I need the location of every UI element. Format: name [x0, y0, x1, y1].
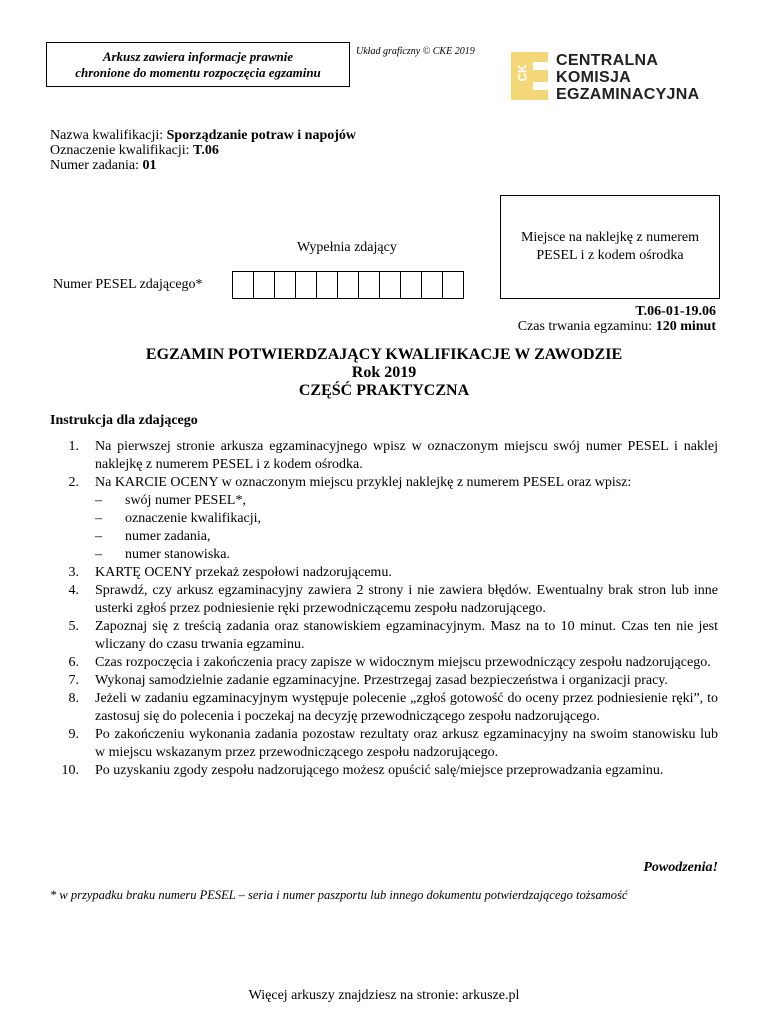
cke-logo-line-3: EGZAMINACYJNA [556, 86, 700, 103]
exam-duration-label: Czas trwania egzaminu: [517, 319, 653, 334]
sticker-placeholder-box [500, 195, 720, 299]
cke-logo-mark-text: CK [515, 64, 530, 82]
pesel-digit-cell[interactable] [316, 271, 338, 299]
pesel-digit-cell[interactable] [442, 271, 464, 299]
list-item: 9. Po zakończeniu wykonania zadania pozostaw rezultaty oraz arkusz egzaminacyjny na swoim stanowisku lub w miejscu wskazanym przez przewodniczącego zespołu nadzorującego. [68, 727, 718, 760]
pesel-input-grid[interactable] [232, 271, 463, 299]
list-item: 3. KARTĘ OCENY przekaż zespołowi nadzorującemu. [68, 565, 392, 580]
sub-list-item: – oznaczenie kwalifikacji, [95, 511, 262, 526]
sticker-placeholder-line-2: PESEL i z kodem ośrodka [536, 248, 684, 263]
list-item: 8. Jeżeli w zadaniu egzaminacyjnym występuje polecenie „zgłoś gotowość do oceny przez podniesienie ręki”, to zastosuj się do polecenia i poczekaj na decyzję przewodniczącego zespołu nadzorującego. [68, 691, 718, 724]
sub-list-item: – swój numer PESEL*, [95, 493, 246, 508]
qualification-info [50, 128, 356, 173]
list-item: 6. Czas rozpoczęcia i zakończenia pracy zapisze w widocznym miejscu przewodniczący zespołu nadzorującego. [68, 655, 711, 670]
pesel-digit-cell[interactable] [232, 271, 254, 299]
cke-logo-text [556, 52, 699, 103]
exam-duration-value: 120 minut [655, 319, 716, 334]
legal-notice-line-1: Arkusz zawiera informacje prawnie [102, 48, 294, 64]
pesel-digit-cell[interactable] [295, 271, 317, 299]
cke-logo-line-2: KOMISJA [556, 69, 631, 86]
exam-code: T.06-01-19.06 [635, 304, 716, 319]
legal-notice-line-2: chronione do momentu rozpoczęcia egzaminu [75, 64, 321, 80]
list-item: 7. Wykonaj samodzielnie zadanie egzaminacyjne. Przestrzegaj zasad bezpieczeństwa i organizacji pracy. [68, 673, 668, 688]
cke-logo-line-1: CENTRALNA [556, 52, 659, 69]
exam-heading-year: Rok 2019 [351, 364, 417, 381]
pesel-digit-cell[interactable] [253, 271, 275, 299]
cke-logo [511, 52, 721, 102]
exam-duration [518, 319, 716, 335]
list-item: 4. Sprawdź, czy arkusz egzaminacyjny zawiera 2 strony i nie zawiera błędów. Ewentualny brak stron lub inne usterki zgłoś przez podniesienie ręki przewodniczącemu zespołu nadzorującego. [68, 583, 718, 616]
pesel-digit-cell[interactable] [379, 271, 401, 299]
pesel-digit-cell[interactable] [358, 271, 380, 299]
cke-logo-mark [511, 52, 548, 100]
pesel-digit-cell[interactable] [274, 271, 296, 299]
instructions-list [50, 438, 718, 780]
sub-list-item: – numer zadania, [95, 529, 211, 544]
pesel-digit-cell[interactable] [400, 271, 422, 299]
pesel-label: Numer PESEL zdającego* [53, 277, 203, 292]
list-item: 5. Zapoznaj się z treścią zadania oraz stanowiskiem egzaminacyjnym. Masz na to 10 minut. Czas ten nie jest wliczany do czasu trwania egzaminu. [68, 619, 718, 652]
pesel-digit-cell[interactable] [421, 271, 443, 299]
list-item: 1. Na pierwszej stronie arkusza egzaminacyjnego wpisz w oznaczonym miejscu swój numer PESEL i naklej naklejkę z numerem PESEL i z kodem ośrodka. [68, 439, 718, 472]
pesel-footnote: * w przypadku braku numeru PESEL – seria i numer paszportu lub innego dokumentu potwierdzającego tożsamość [50, 888, 628, 902]
list-item: 2. Na KARCIE OCENY w oznaczonym miejscu przyklej naklejkę z numerem PESEL oraz wpisz: [68, 475, 632, 490]
qualification-name-value: Sporządzanie potraw i napojów [166, 128, 357, 143]
qualification-name-label: Nazwa kwalifikacji: [50, 128, 164, 143]
sticker-placeholder-line-1: Miejsce na naklejkę z numerem [520, 230, 700, 245]
sub-list-item: – numer stanowiska. [95, 547, 230, 562]
copyright-note: Układ graficzny © CKE 2019 [356, 46, 475, 57]
filled-by-label: Wypełnia zdający [297, 240, 397, 255]
footer-link-text: Więcej arkuszy znajdziesz na stronie: arkusze.pl [248, 988, 520, 1003]
good-luck-text: Powodzenia! [643, 860, 718, 875]
instructions-title: Instrukcja dla zdającego [50, 413, 198, 428]
qualification-code-value: T.06 [193, 143, 219, 158]
pesel-digit-cell[interactable] [337, 271, 359, 299]
exam-heading-part: CZĘŚĆ PRAKTYCZNA [298, 382, 470, 399]
task-number-label: Numer zadania: [50, 158, 140, 173]
exam-heading [0, 346, 768, 400]
task-number-value: 01 [142, 158, 157, 173]
exam-heading-title: EGZAMIN POTWIERDZAJĄCY KWALIFIKACJE W ZAWODZIE [145, 346, 623, 363]
legal-notice-box [46, 42, 350, 87]
list-item: 10. Po uzyskaniu zgody zespołu nadzorującego możesz opuścić salę/miejsce przeprowadzania egzaminu. [61, 763, 664, 778]
qualification-code-label: Oznaczenie kwalifikacji: [50, 143, 190, 158]
